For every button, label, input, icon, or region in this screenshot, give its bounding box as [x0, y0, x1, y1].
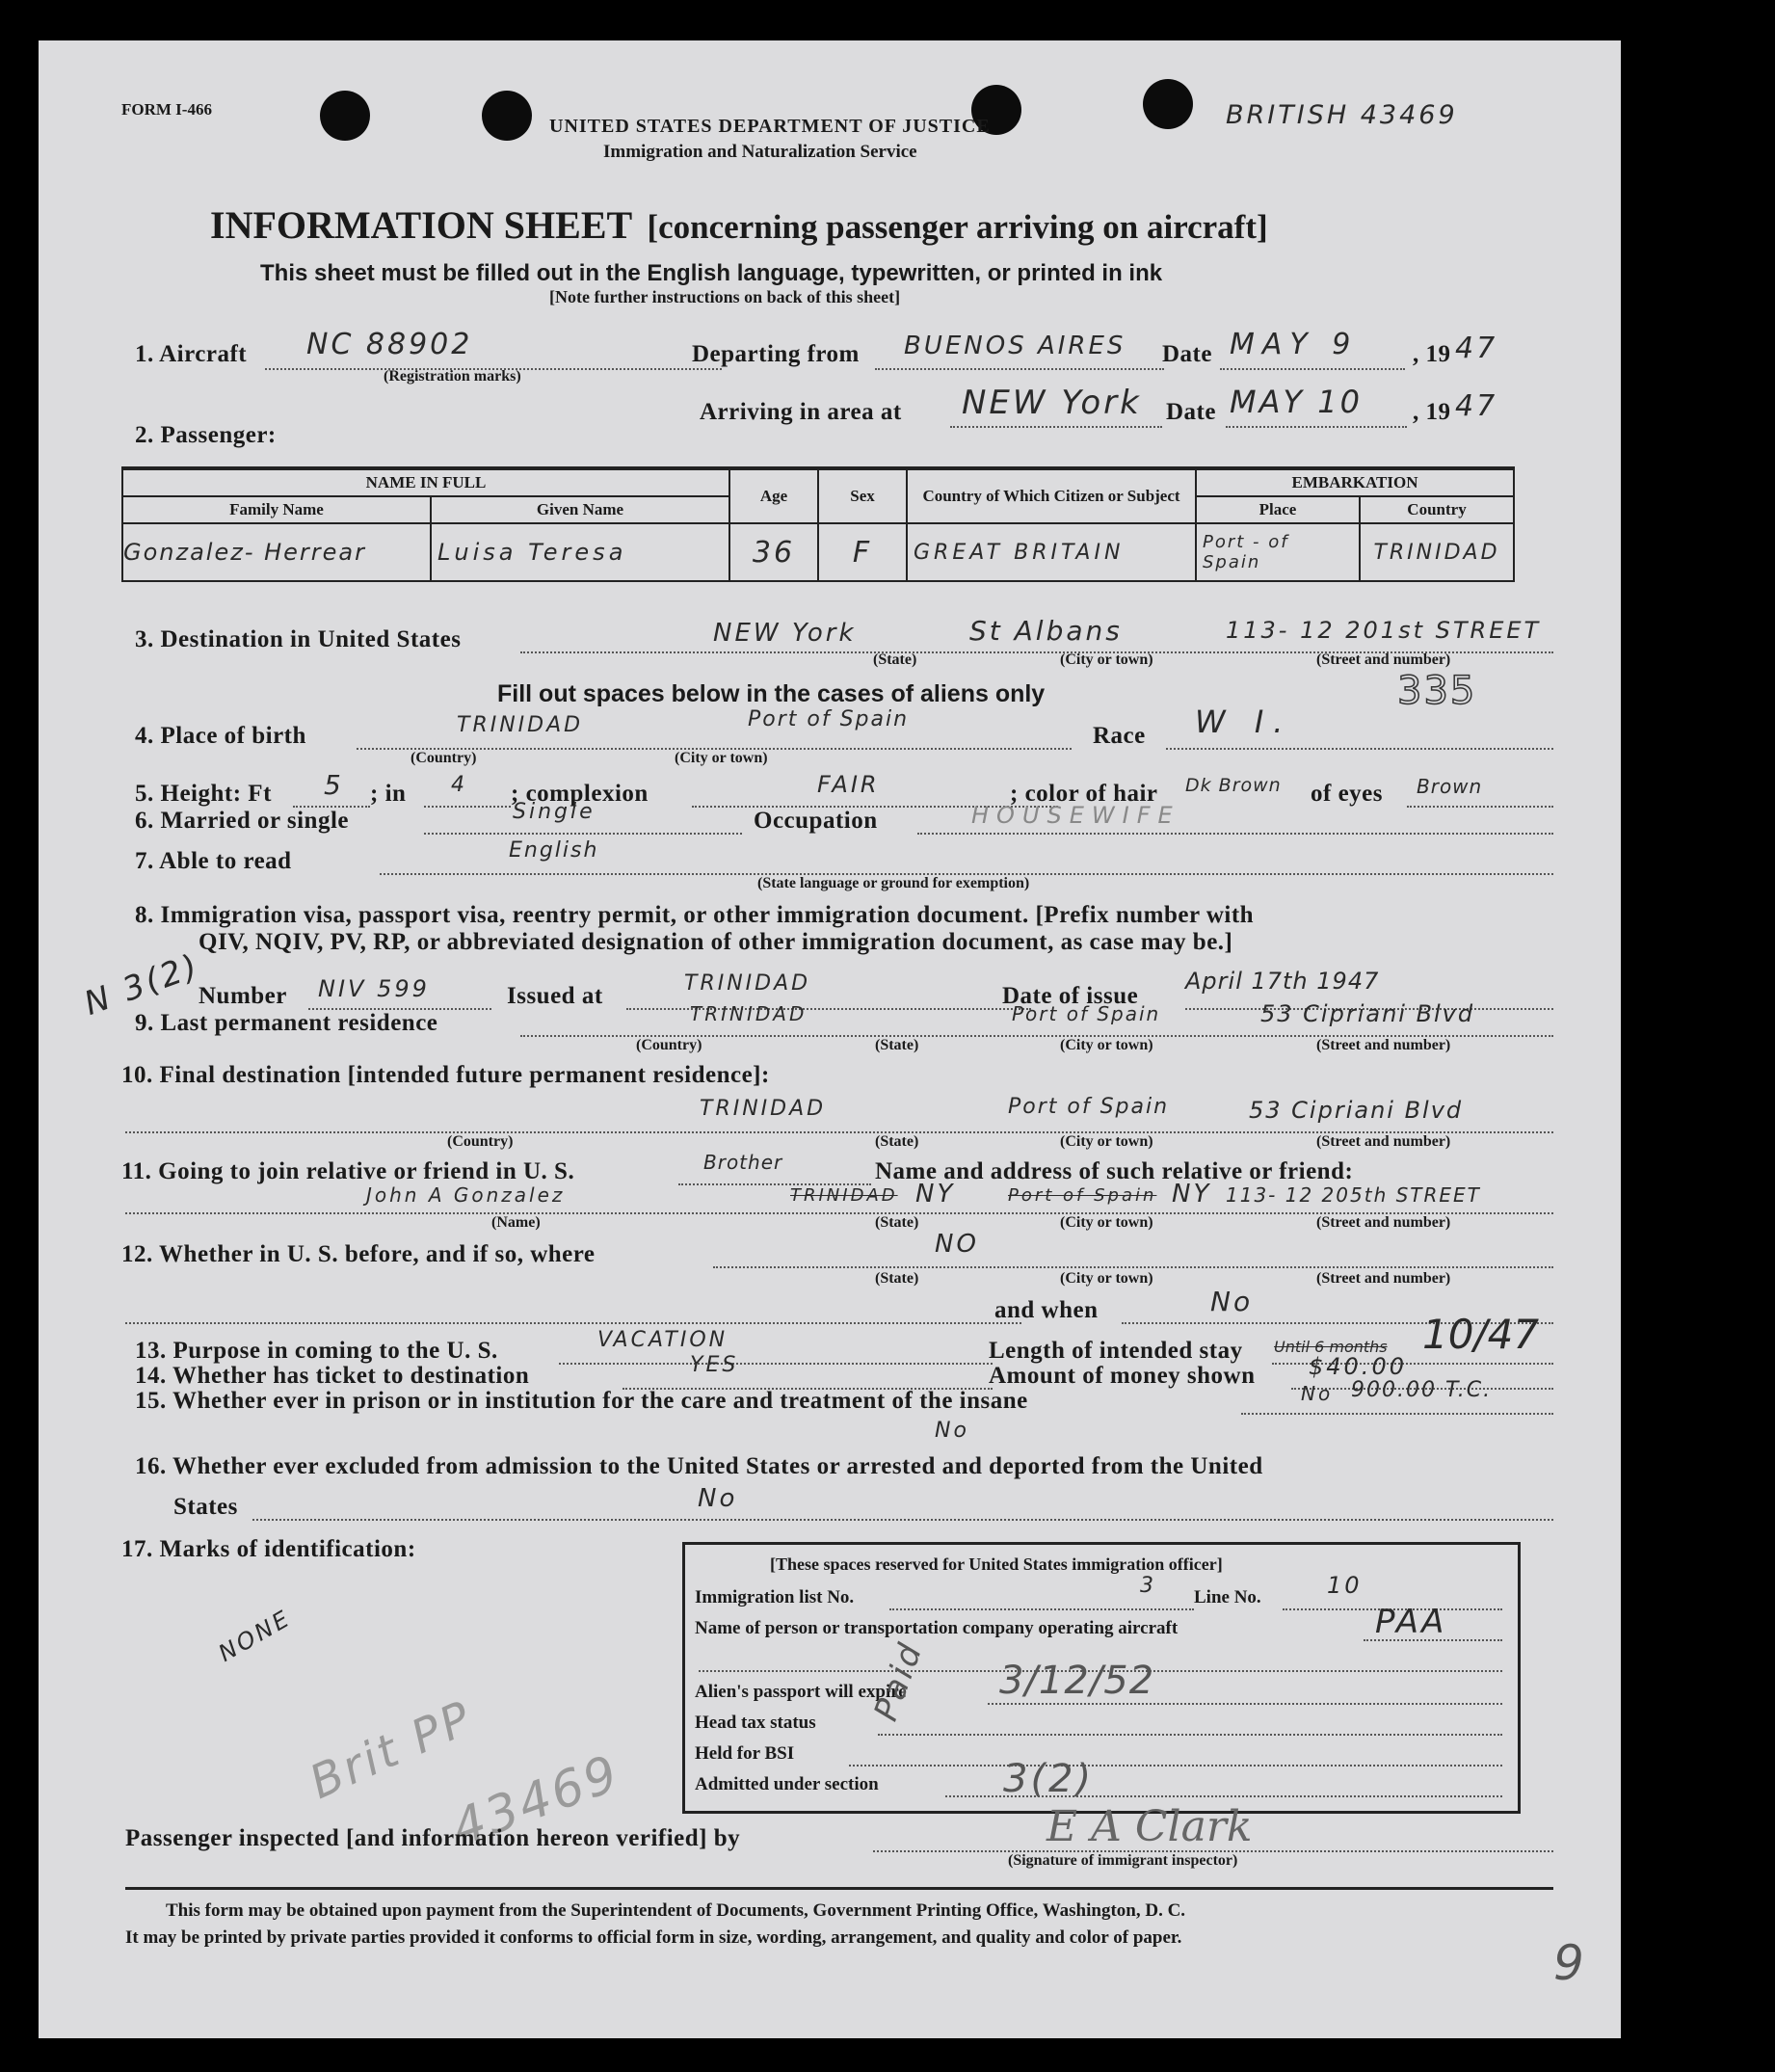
visa-line-1: 8. Immigration visa, passport visa, reentry permit, or other immigration document. [Prefix number with [135, 902, 1255, 928]
emb-country-header: Country [1360, 496, 1514, 523]
hair-label: ; color of hair [1010, 781, 1158, 807]
tax-label: Head tax status [695, 1713, 816, 1733]
eyes-value: Brown [1417, 775, 1483, 798]
line-number: 10 [1327, 1572, 1363, 1599]
year-prefix: , 19 [1413, 341, 1451, 367]
occupation-label: Occupation [754, 808, 878, 834]
information-sheet [39, 40, 1621, 2038]
punch-hole [482, 91, 532, 141]
arriving-value: NEW York [962, 384, 1142, 422]
caption-city: (City or town) [1060, 651, 1153, 668]
aircraft-registration: NC 88902 [306, 328, 473, 361]
reserved-title: [These spaces reserved for United States immigration officer] [770, 1554, 1223, 1574]
prison-value-2: No [935, 1419, 969, 1443]
passport-expiry: 3/12/52 [999, 1659, 1155, 1703]
year-prefix-2: , 19 [1413, 399, 1451, 425]
join-street: 113- 12 205th STREET [1226, 1183, 1481, 1207]
birth-label: 4. Place of birth [135, 723, 306, 749]
visa-number-label: Number [199, 983, 287, 1009]
departing-year: 47 [1455, 332, 1498, 365]
hair-value: Dk Brown [1185, 775, 1282, 796]
excluded-line-2: States [173, 1494, 238, 1520]
caption-street: (Street and number) [1316, 651, 1451, 668]
list-number: 3 [1140, 1574, 1156, 1598]
operator-value: PAA [1375, 1603, 1447, 1641]
departing-date-label: Date [1162, 341, 1212, 367]
issued-at-label: Issued at [507, 983, 603, 1009]
read-value: English [509, 838, 599, 863]
embarkation-country: TRINIDAD [1360, 523, 1514, 581]
footer-line-1: This form may be obtained upon payment from the Superintendent of Documents, Government Printing Office, Washington, D. C. [166, 1900, 1186, 1921]
caption-country: (Country) [447, 1133, 514, 1150]
ticket-value: YES [690, 1353, 739, 1377]
officer-reserved-box [682, 1542, 1521, 1814]
stay-label: Length of intended stay [989, 1338, 1243, 1364]
money-label: Amount of money shown [989, 1363, 1256, 1389]
caption-name: (Name) [491, 1214, 541, 1231]
citizenship: GREAT BRITAIN [907, 523, 1196, 581]
arriving-year: 47 [1455, 389, 1498, 423]
caption-country: (Country) [411, 750, 477, 766]
instruction-text: This sheet must be filled out in the English language, typewritten, or printed in ink [260, 260, 1163, 286]
corner-note: BRITISH 43469 [1226, 100, 1458, 130]
caption-street: (Street and number) [1316, 1037, 1451, 1053]
instruction-note: [Note further instructions on back of this sheet] [549, 287, 901, 306]
money-extra: 900.00 T.C. [1351, 1378, 1493, 1402]
marks-label: 17. Marks of identification: [121, 1536, 416, 1562]
sex: F [818, 523, 907, 581]
race-label: Race [1093, 723, 1146, 749]
caption-city: (City or town) [1060, 1037, 1153, 1053]
caption-state: (State) [873, 651, 917, 668]
passport-label: Alien's passport will expire [695, 1682, 907, 1702]
caption-city: (City or town) [1060, 1133, 1153, 1150]
caption-city: (City or town) [1060, 1270, 1153, 1287]
read-caption: (State language or ground for exemption) [757, 875, 1030, 891]
arriving-date: MAY 10 [1230, 384, 1363, 420]
punch-hole [1143, 79, 1193, 129]
read-label: 7. Able to read [135, 848, 292, 874]
caption-street: (Street and number) [1316, 1214, 1451, 1231]
birth-city: Port of Spain [748, 707, 910, 731]
join-name-label: Name and address of such relative or friend: [875, 1158, 1354, 1184]
prison-label: 15. Whether ever in prison or in institution for the care and treatment of the insane [135, 1388, 1028, 1414]
final-destination-country: TRINIDAD [700, 1097, 827, 1121]
residence-street: 53 Cipriani Blvd [1260, 1000, 1475, 1027]
passenger-table [121, 466, 1515, 582]
age: 36 [729, 523, 818, 581]
issue-date-label: Date of issue [1002, 983, 1139, 1009]
tax-status: Paid [866, 1636, 931, 1726]
place-header: Place [1196, 496, 1360, 523]
join-relation: Brother [703, 1151, 783, 1174]
aliens-heading: Fill out spaces below in the cases of aliens only [497, 680, 1046, 707]
departing-date: MAY 9 [1230, 328, 1359, 361]
departing-value: BUENOS AIRES [904, 332, 1126, 360]
join-struck-country: TRINIDAD [790, 1185, 898, 1206]
caption-city: (City or town) [1060, 1214, 1153, 1231]
prior-where: NO [935, 1230, 979, 1259]
registration-caption: (Registration marks) [384, 368, 521, 385]
family-name: Gonzalez- Herrear [122, 523, 431, 581]
passenger-label: 2. Passenger: [135, 422, 277, 448]
prison-value: No [1301, 1382, 1334, 1405]
title-sub: [concerning passenger arriving on aircraft] [647, 208, 1268, 246]
height-label: 5. Height: Ft [135, 781, 272, 807]
prior-label: 12. Whether in U. S. before, and if so, where [121, 1241, 596, 1267]
line-label: Line No. [1194, 1587, 1261, 1607]
excluded-line-1: 16. Whether ever excluded from admission to the United States or arrested and deported from the United [135, 1453, 1263, 1479]
age-header: Age [729, 468, 818, 523]
service-name: Immigration and Naturalization Service [603, 142, 917, 162]
family-name-header: Family Name [122, 496, 431, 523]
complexion-label: ; complexion [511, 781, 649, 807]
join-city: NY [1172, 1180, 1212, 1209]
marks-value: NONE [214, 1604, 296, 1667]
final-destination-street: 53 Cipriani Blvd [1249, 1097, 1464, 1124]
married-value: Single [513, 800, 596, 824]
final-destination-city: Port of Spain [1008, 1095, 1170, 1119]
residence-city: Port of Spain [1012, 1002, 1161, 1025]
visa-line-2: QIV, NQIV, PV, RP, or abbreviated designation of other immigration document, as case may be.] [199, 929, 1233, 955]
sex-header: Sex [818, 468, 907, 523]
join-struck-city: Port of Spain [1008, 1185, 1157, 1206]
page-mark: 9 [1553, 1935, 1587, 1991]
caption-street: (Street and number) [1316, 1270, 1451, 1287]
caption-state: (State) [875, 1214, 919, 1231]
operator-label: Name of person or transportation company operating aircraft [695, 1618, 1179, 1638]
stay-struck: Until 6 months [1274, 1338, 1388, 1356]
footer-line-2: It may be printed by private parties provided it conforms to official form in size, wording, arrangement, and quality and color of paper. [125, 1927, 1182, 1948]
purpose-value: VACATION [597, 1328, 729, 1352]
ticket-label: 14. Whether has ticket to destination [135, 1363, 530, 1389]
caption-state: (State) [875, 1270, 919, 1287]
bsi-label: Held for BSI [695, 1743, 795, 1764]
residence-label: 9. Last permanent residence [135, 1010, 438, 1036]
issued-at: TRINIDAD [684, 971, 811, 996]
destination-label: 3. Destination in United States [135, 626, 462, 652]
caption-street: (Street and number) [1316, 1133, 1451, 1150]
stay-value: 10/47 [1422, 1311, 1540, 1358]
destination-city: St Albans [969, 615, 1123, 647]
purpose-label: 13. Purpose in coming to the U. S. [135, 1338, 498, 1364]
join-name: John A Gonzalez [366, 1183, 566, 1207]
destination-state: NEW York [713, 619, 857, 648]
department-name: UNITED STATES DEPARTMENT OF JUSTICE [549, 116, 991, 137]
final-destination-label: 10. Final destination [intended future permanent residence]: [121, 1062, 770, 1088]
list-label: Immigration list No. [695, 1587, 855, 1607]
stamp-number: 335 [1397, 669, 1477, 713]
occupation-value: HOUSEWIFE [971, 802, 1180, 829]
visa-margin-note: N 3(2) [79, 945, 205, 1023]
money-value: $40.00 [1309, 1353, 1407, 1380]
form-number: FORM I-466 [121, 100, 212, 119]
arriving-date-label: Date [1166, 399, 1216, 425]
married-label: 6. Married or single [135, 808, 349, 834]
caption-state: (State) [875, 1037, 919, 1053]
inspection-label: Passenger inspected [and information hereon verified] by [125, 1825, 741, 1851]
visa-number: NIV 599 [318, 975, 430, 1002]
caption-city: (City or town) [675, 750, 768, 766]
title-main: INFORMATION SHEET [210, 203, 632, 247]
residence-country: TRINIDAD [690, 1002, 808, 1025]
prior-when-label: and when [994, 1297, 1099, 1323]
race-value: W I. [1195, 704, 1293, 740]
height-ft: 5 [324, 769, 344, 801]
marks-note-2: 43469 [444, 1743, 628, 1858]
issue-date: April 17th 1947 [1185, 968, 1380, 995]
height-in: 4 [451, 773, 467, 797]
footer-rule [125, 1887, 1553, 1890]
embarkation-place: Port - of Spain [1196, 523, 1360, 581]
section-label: Admitted under section [695, 1774, 879, 1794]
inches-label: ; in [370, 781, 407, 807]
join-label: 11. Going to join relative or friend in U. S. [121, 1158, 575, 1184]
prior-when: No [1210, 1286, 1254, 1317]
destination-street: 113- 12 201st STREET [1226, 617, 1542, 644]
departing-label: Departing from [692, 341, 860, 367]
birth-country: TRINIDAD [457, 713, 584, 737]
complexion-value: FAIR [817, 771, 880, 798]
caption-state: (State) [875, 1133, 919, 1150]
embarkation-header: EMBARKATION [1196, 468, 1514, 496]
inspector-signature: E A Clark [1046, 1802, 1253, 1851]
name-in-full-header: NAME IN FULL [122, 468, 729, 496]
given-name-header: Given Name [431, 496, 729, 523]
given-name: Luisa Teresa [431, 523, 729, 581]
punch-hole [320, 91, 370, 141]
caption-country: (Country) [636, 1037, 702, 1053]
section-value: 3(2) [1003, 1757, 1095, 1801]
marks-note-1: Brit PP [302, 1690, 482, 1810]
join-state: NY [915, 1180, 956, 1209]
country-header: Country of Which Citizen or Subject [907, 468, 1196, 523]
aircraft-label: 1. Aircraft [135, 341, 248, 367]
signature-caption: (Signature of immigrant inspector) [1008, 1852, 1238, 1869]
page-title [210, 202, 1268, 248]
excluded-value: No [698, 1484, 738, 1513]
arriving-label: Arriving in area at [700, 399, 902, 425]
eyes-label: of eyes [1311, 781, 1383, 807]
